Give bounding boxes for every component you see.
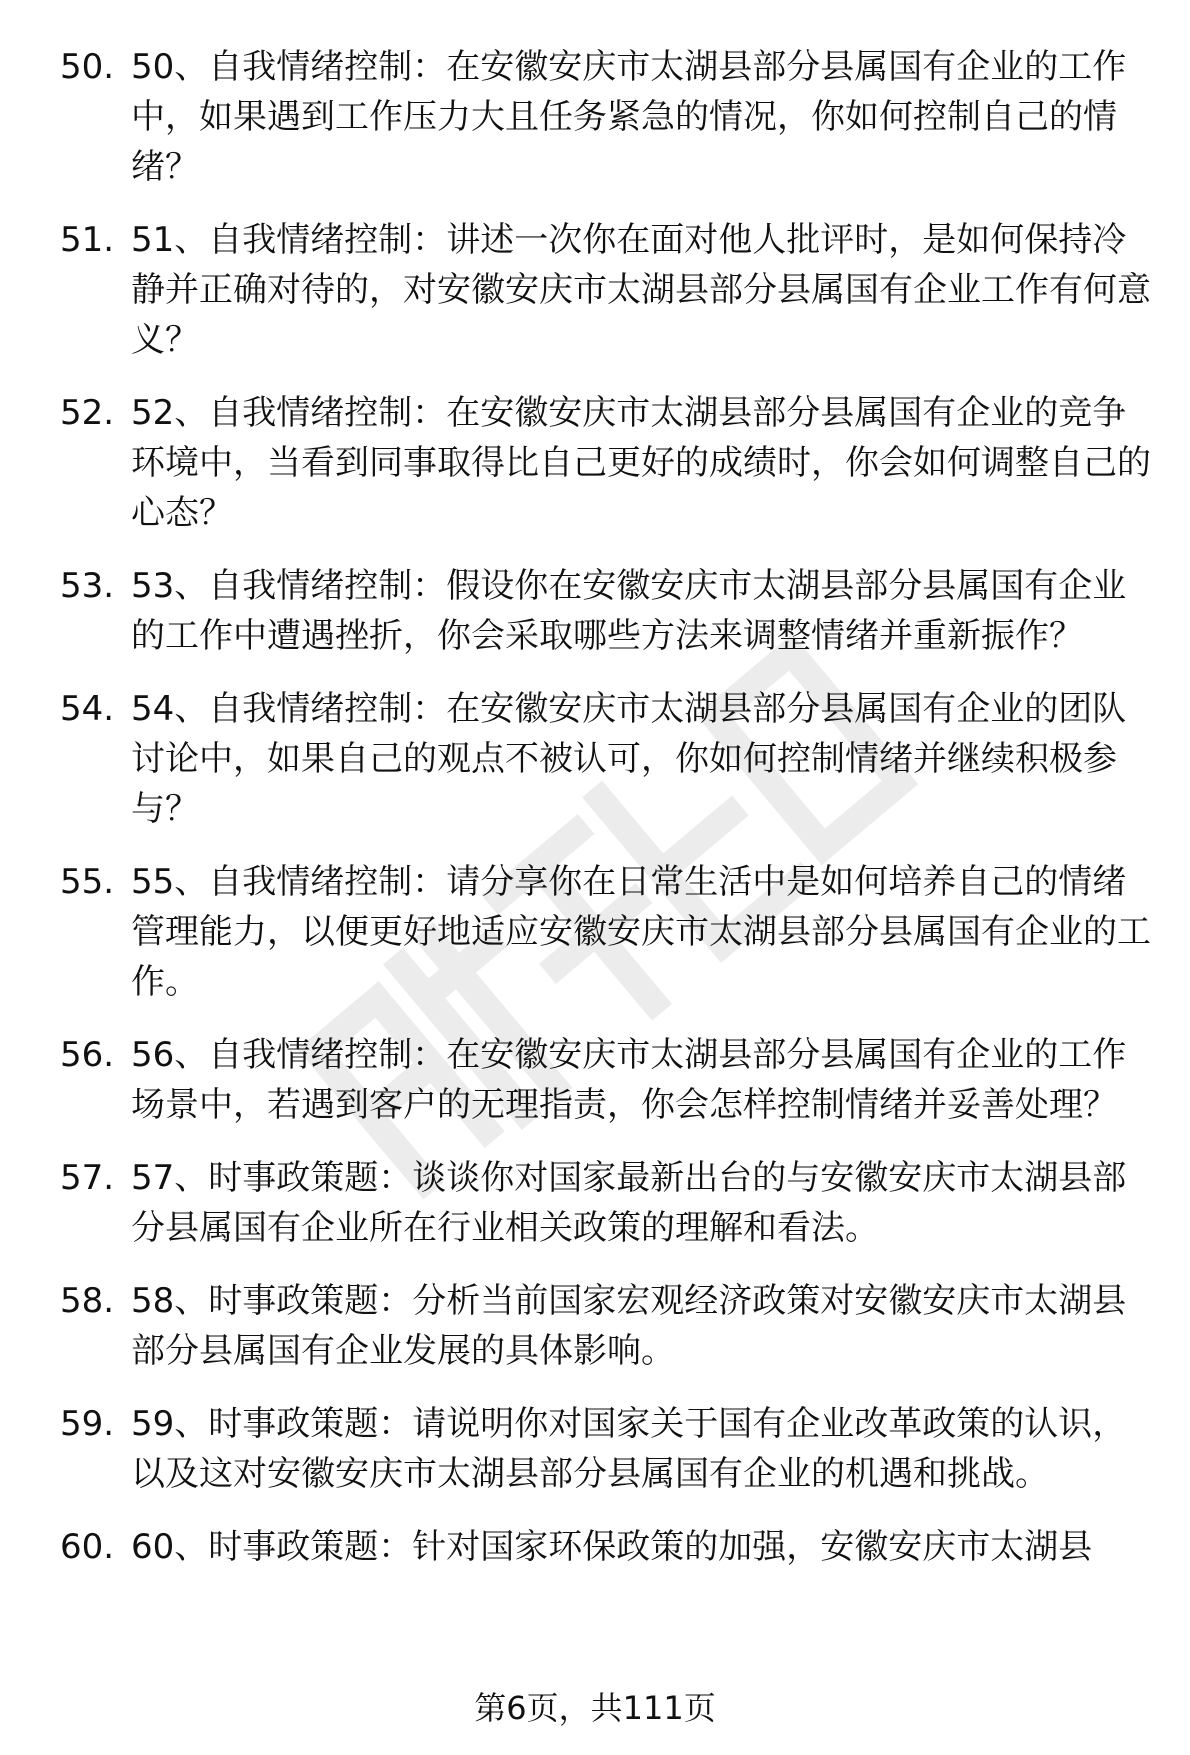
list-item	[0, 1522, 1190, 1572]
page-footer: 第6页，共111页	[474, 1689, 716, 1727]
list-item	[0, 1153, 1190, 1253]
question-text: 57、时事政策题：谈谈你对国家最新出台的与安徽安庆市太湖县部分县属国有企业所在行业相关政策的理解和看法。	[131, 1158, 1127, 1248]
item-number: 56.	[60, 1035, 115, 1075]
question-text: 56、自我情绪控制：在安徽安庆市太湖县部分县属国有企业的工作场景中，若遇到客户的无理指责，你会怎样控制情绪并妥善处理？	[131, 1035, 1127, 1125]
list-item	[0, 1276, 1190, 1376]
question-text: 60、时事政策题：针对国家环保政策的加强，安徽安庆市太湖县	[131, 1527, 1093, 1567]
question-text: 54、自我情绪控制：在安徽安庆市太湖县部分县属国有企业的团队讨论中，如果自己的观点不被认可，你如何控制情绪并继续积极参与？	[131, 689, 1127, 829]
item-number: 54.	[60, 689, 115, 729]
list-item	[0, 1399, 1190, 1499]
question-text: 52、自我情绪控制：在安徽安庆市太湖县部分县属国有企业的竞争环境中，当看到同事取得比自己更好的成绩时，你会如何调整自己的心态？	[131, 393, 1151, 533]
question-text: 53、自我情绪控制：假设你在安徽安庆市太湖县部分县属国有企业的工作中遭遇挫折，你会采取哪些方法来调整情绪并重新振作？	[131, 566, 1127, 656]
item-number: 58.	[60, 1281, 115, 1321]
question-text: 58、时事政策题：分析当前国家宏观经济政策对安徽安庆市太湖县部分县属国有企业发展的具体影响。	[131, 1281, 1127, 1371]
list-item	[0, 561, 1190, 661]
item-number: 52.	[60, 393, 115, 433]
question-text: 55、自我情绪控制：请分享你在日常生活中是如何培养自己的情绪管理能力，以便更好地适应安徽安庆市太湖县部分县属国有企业的工作。	[131, 862, 1151, 1002]
item-number: 50.	[60, 47, 115, 87]
question-text: 51、自我情绪控制：讲述一次你在面对他人批评时，是如何保持冷静并正确对待的，对安徽安庆市太湖县部分县属国有企业工作有何意义？	[131, 220, 1151, 360]
list-item	[0, 388, 1190, 538]
list-item	[0, 857, 1190, 1007]
list-item	[0, 42, 1190, 192]
item-number: 53.	[60, 566, 115, 606]
question-text: 50、自我情绪控制：在安徽安庆市太湖县部分县属国有企业的工作中，如果遇到工作压力大且任务紧急的情况，你如何控制自己的情绪？	[131, 47, 1127, 187]
item-number: 60.	[60, 1527, 115, 1567]
item-number: 51.	[60, 220, 115, 260]
item-number: 55.	[60, 862, 115, 902]
question-list	[0, 42, 1190, 1595]
item-number: 59.	[60, 1404, 115, 1444]
list-item	[0, 1030, 1190, 1130]
list-item	[0, 215, 1190, 365]
item-number: 57.	[60, 1158, 115, 1198]
list-item	[0, 684, 1190, 834]
question-text: 59、时事政策题：请说明你对国家关于国有企业改革政策的认识，以及这对安徽安庆市太湖县部分县属国有企业的机遇和挑战。	[131, 1404, 1127, 1494]
